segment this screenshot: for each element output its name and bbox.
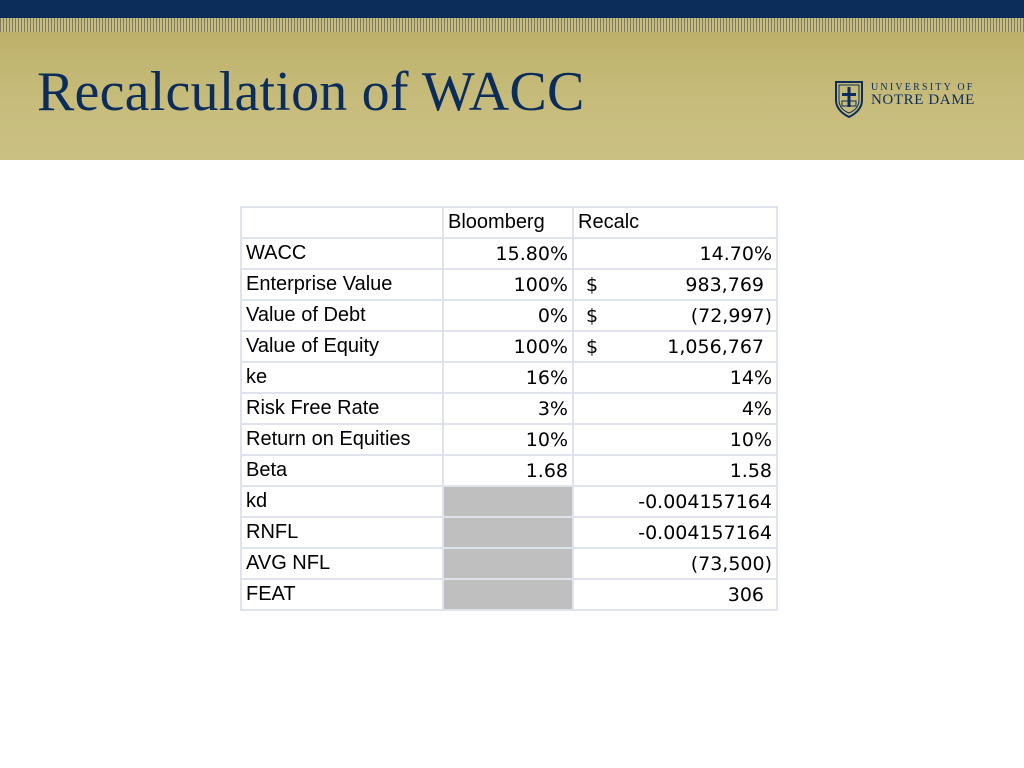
header-tick-pattern	[0, 18, 1024, 32]
table-row	[241, 331, 777, 362]
table-row	[241, 486, 777, 517]
header-cell-recalc: Recalc	[573, 207, 777, 238]
recalc-value: -0.004157164	[573, 517, 777, 548]
recalc-amount: (72,997)	[690, 304, 772, 327]
header-cell-empty	[241, 207, 443, 238]
table-row	[241, 238, 777, 269]
bloomberg-value: 100%	[443, 331, 573, 362]
recalc-value	[573, 269, 777, 300]
recalc-value: 4%	[573, 393, 777, 424]
recalc-amount: 306	[727, 583, 764, 606]
bloomberg-value: 10%	[443, 424, 573, 455]
bloomberg-value: 3%	[443, 393, 573, 424]
recalc-value: 1.58	[573, 455, 777, 486]
university-logo	[834, 80, 992, 118]
row-label: Value of Equity	[241, 331, 443, 362]
row-label: FEAT	[241, 579, 443, 610]
row-label: AVG NFL	[241, 548, 443, 579]
table-row	[241, 424, 777, 455]
table-row	[241, 455, 777, 486]
row-label: RNFL	[241, 517, 443, 548]
bloomberg-empty-cell	[443, 579, 573, 610]
row-label: Beta	[241, 455, 443, 486]
recalc-value: 10%	[573, 424, 777, 455]
recalc-value: 14.70%	[573, 238, 777, 269]
bloomberg-value: 15.80%	[443, 238, 573, 269]
logo-text-notre-dame: NOTRE DAME	[871, 92, 975, 108]
header-cell-bloomberg: Bloomberg	[443, 207, 573, 238]
row-label: kd	[241, 486, 443, 517]
table-row	[241, 579, 777, 610]
bloomberg-value: 1.68	[443, 455, 573, 486]
bloomberg-empty-cell	[443, 548, 573, 579]
row-label: Enterprise Value	[241, 269, 443, 300]
recalc-amount: 983,769	[685, 273, 764, 296]
table-row	[241, 548, 777, 579]
table-row	[241, 362, 777, 393]
recalc-value	[573, 300, 777, 331]
row-label: Risk Free Rate	[241, 393, 443, 424]
recalc-amount: 1,056,767	[667, 335, 764, 358]
recalc-value	[573, 331, 777, 362]
row-label: Return on Equities	[241, 424, 443, 455]
row-label: WACC	[241, 238, 443, 269]
bloomberg-value: 0%	[443, 300, 573, 331]
wacc-table	[240, 206, 778, 611]
bloomberg-value: 100%	[443, 269, 573, 300]
row-label: Value of Debt	[241, 300, 443, 331]
recalc-value: (73,500)	[573, 548, 777, 579]
recalc-value	[573, 579, 777, 610]
shield-icon	[834, 80, 864, 118]
slide-title: Recalculation of WACC	[37, 61, 585, 123]
table-header-row	[241, 207, 777, 238]
table-row	[241, 300, 777, 331]
row-label: ke	[241, 362, 443, 393]
bloomberg-value: 16%	[443, 362, 573, 393]
table-row	[241, 517, 777, 548]
currency-symbol: $	[586, 304, 599, 327]
currency-symbol: $	[586, 273, 599, 296]
logo-text-university: UNIVERSITY OF	[871, 82, 975, 93]
bloomberg-empty-cell	[443, 517, 573, 548]
table-row	[241, 269, 777, 300]
currency-symbol: $	[586, 335, 599, 358]
recalc-value: -0.004157164	[573, 486, 777, 517]
table-row	[241, 393, 777, 424]
top-navy-band	[0, 0, 1024, 18]
bloomberg-empty-cell	[443, 486, 573, 517]
recalc-value: 14%	[573, 362, 777, 393]
